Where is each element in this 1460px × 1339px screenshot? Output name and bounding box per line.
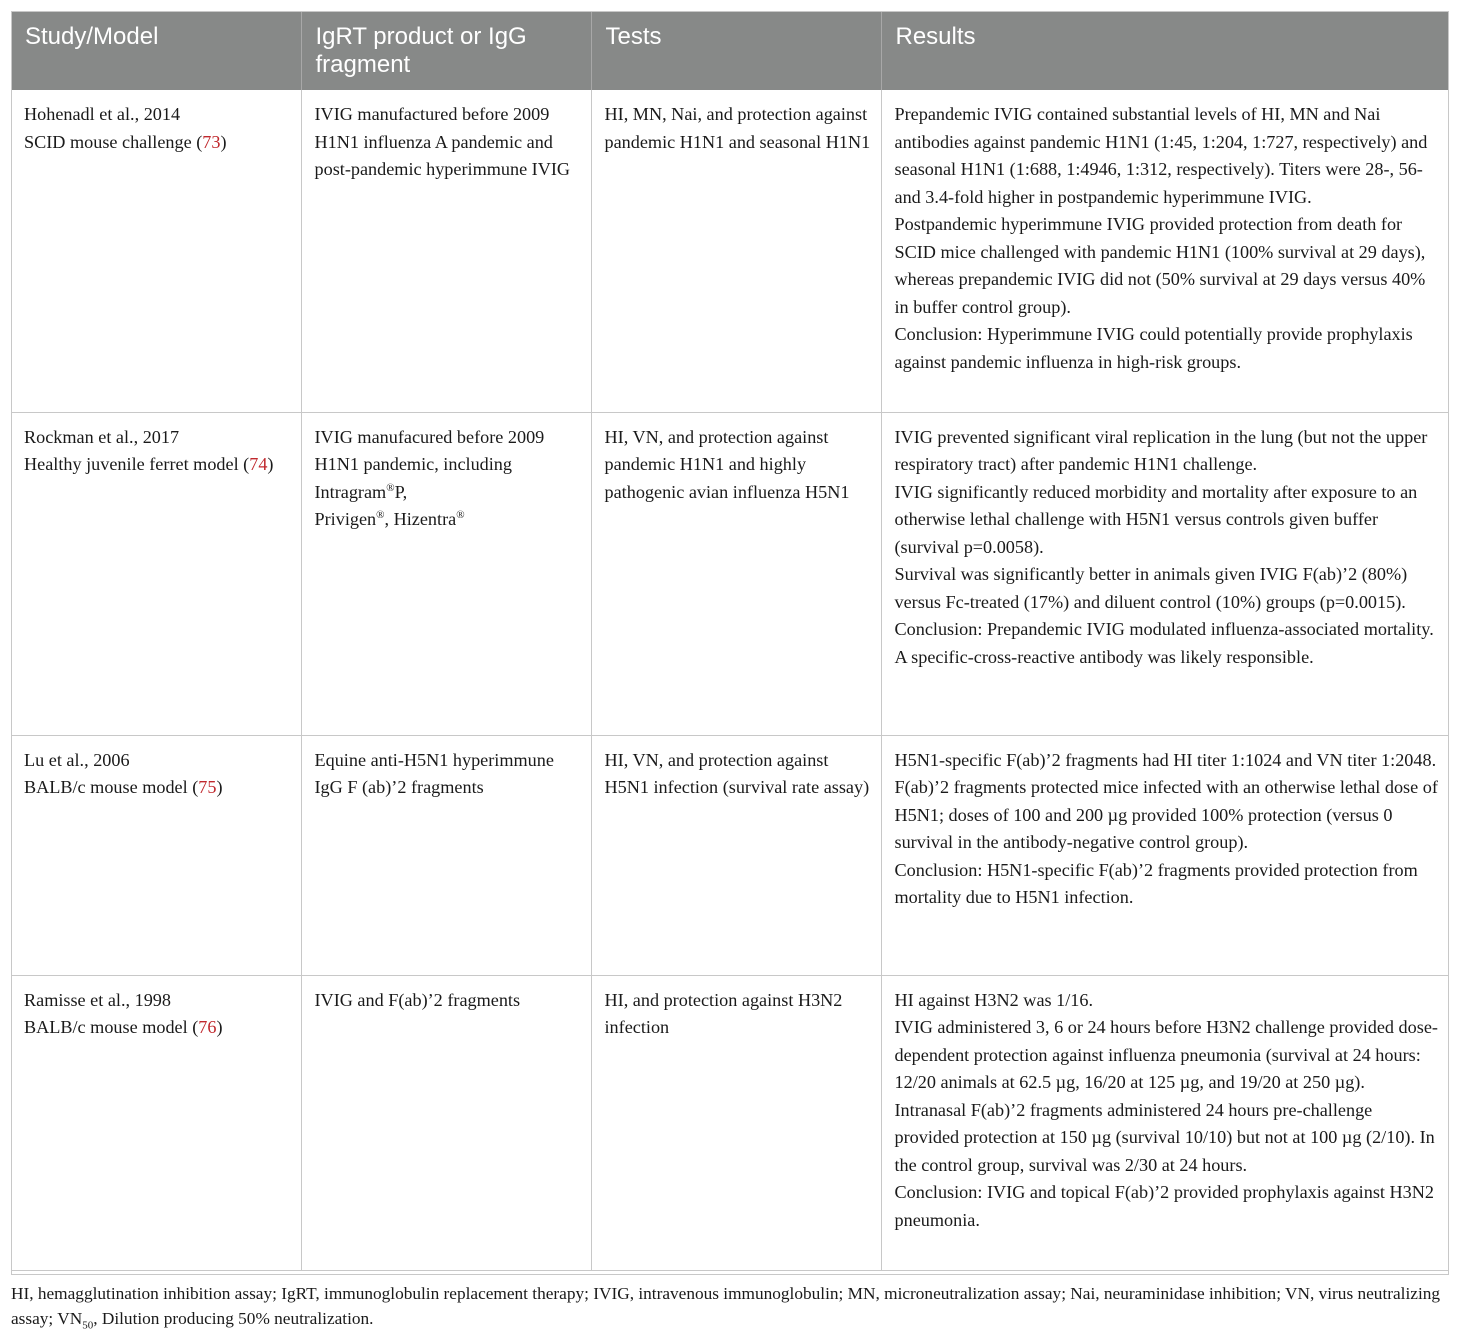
product-cell: IVIG manufacured before 2009 H1N1 pandemic, including Intragram®P, Privigen®, Hizentra® xyxy=(301,412,591,735)
table-row xyxy=(11,975,1449,1270)
table-footnote: HI, hemagglutination inhibition assay; IgRT, immunoglobulin replacement therapy; IVIG, intravenous immunoglobulin; MN, microneutralization assay; Nai, neuraminidase inhibition; VN, virus neutralizing assay; $VN_{50}$, Dilution producing 50% neutralization. xyxy=(11,1284,1441,1332)
header-tests: Tests xyxy=(591,11,881,90)
table-row xyxy=(11,90,1449,412)
result-conclusion: Conclusion: Hyperimmune IVIG could potentially provide prophylaxis against pandemic influenza in high-risk groups. xyxy=(894,324,1413,372)
result-paragraph: IVIG prevented significant viral replication in the lung (but not the upper respiratory tract) after pandemic H1N1 challenge. xyxy=(894,426,1428,474)
study-model: Healthy juvenile ferret model (74) xyxy=(24,454,274,474)
study-cell xyxy=(11,412,301,735)
reference-link[interactable]: 74 xyxy=(249,454,268,474)
reference-link[interactable]: 73 xyxy=(202,131,221,152)
header-results: Results xyxy=(881,11,1449,90)
result-conclusion: Conclusion: Prepandemic IVIG modulated influenza-associated mortality. A specific-cross-reactive antibody was likely responsible. xyxy=(894,619,1434,667)
tests-cell: HI, and protection against H3N2 infection xyxy=(591,975,881,1270)
study-name: Lu et al., 2006 xyxy=(24,749,130,770)
study-table xyxy=(11,11,1449,1271)
result-conclusion: Conclusion: IVIG and topical F(ab)’2 provided prophylaxis against H3N2 pneumonia. xyxy=(894,1182,1434,1230)
result-paragraph: H5N1-specific F(ab)’2 fragments had HI titer 1:1024 and VN titer 1:2048. xyxy=(894,749,1437,770)
product-cell: Equine anti-H5N1 hyperimmune IgG F (ab)’2 fragments xyxy=(301,735,591,975)
tests-cell: HI, MN, Nai, and protection against pandemic H1N1 and seasonal H1N1 xyxy=(591,90,881,412)
product-cell: IVIG and F(ab)’2 fragments xyxy=(301,975,591,1270)
study-cell xyxy=(11,90,301,412)
study-name: Rockman et al., 2017 xyxy=(24,426,180,447)
reference-link[interactable]: 75 xyxy=(198,777,217,797)
results-cell xyxy=(881,412,1449,735)
product-cell: IVIG manufactured before 2009 H1N1 influenza A pandemic and post-pandemic hyperimmune IVIG xyxy=(301,90,591,412)
result-paragraph: Survival was significantly better in animals given IVIG F(ab)’2 (80%) versus Fc-treated (17%) and diluent control (10%) groups (p=0.0015). xyxy=(894,564,1408,612)
study-name: Ramisse et al., 1998 xyxy=(24,989,171,1010)
study-table-container xyxy=(11,11,1449,1271)
result-paragraph: HI against H3N2 was 1/16. xyxy=(894,989,1094,1010)
study-model: SCID mouse challenge (73) xyxy=(24,131,227,152)
study-name: Hohenadl et al., 2014 xyxy=(24,104,181,124)
study-model: BALB/c mouse model (76) xyxy=(24,1017,223,1037)
study-model: BALB/c mouse model (75) xyxy=(24,777,223,797)
result-paragraph: Prepandemic IVIG contained substantial levels of HI, MN and Nai antibodies against pandemic H1N1 (1:45, 1:204, 1:727, respectively) and seasonal H1N1 (1:688, 1:4946, 1:312, respectively). Titers were 28-, 56- and 3.4-fold higher in postpandemic hyperimmune IVIG. xyxy=(894,104,1428,207)
table-header-row xyxy=(11,11,1449,90)
result-paragraph: IVIG administered 3, 6 or 24 hours before H3N2 challenge provided dose-dependent protection against influenza pneumonia (survival at 24 hours: 12/20 animals at 62.5 µg, 16/20 at 125 µg, and 19/20 at 250 µg). Intranasal F(ab)’2 fragments administered 24 hours pre-challenge provided protection at 150 µg (survival 10/10) but not at 100 µg (2/10). In the control group, survival was 2/30 at 24 hours. xyxy=(894,1017,1438,1175)
result-paragraph: Postpandemic hyperimmune IVIG provided protection from death for SCID mice challenged with pandemic H1N1 (100% survival at 29 days), whereas prepandemic IVIG did not (50% survival at 29 days versus 40% in buffer control group). xyxy=(894,214,1426,317)
header-study-model: Study/Model xyxy=(11,11,301,90)
results-cell xyxy=(881,735,1449,975)
results-cell xyxy=(881,90,1449,412)
result-paragraph: F(ab)’2 fragments protected mice infected with an otherwise lethal dose of H5N1; doses of 100 and 200 µg provided 100% protection (versus 0 survival in the antibody-negative control group). xyxy=(894,777,1438,852)
header-product: IgRT product or IgG fragment xyxy=(301,11,591,90)
tests-cell: HI, VN, and protection against pandemic H1N1 and highly pathogenic avian influenza H5N1 xyxy=(591,412,881,735)
study-cell xyxy=(11,975,301,1270)
tests-cell: HI, VN, and protection against H5N1 infection (survival rate assay) xyxy=(591,735,881,975)
table-row xyxy=(11,735,1449,975)
result-conclusion: Conclusion: H5N1-specific F(ab)’2 fragments provided protection from mortality due to H5N1 infection. xyxy=(894,859,1418,907)
reference-link[interactable]: 76 xyxy=(198,1017,217,1037)
results-cell xyxy=(881,975,1449,1270)
table-row xyxy=(11,412,1449,735)
study-cell xyxy=(11,735,301,975)
result-paragraph: IVIG significantly reduced morbidity and mortality after exposure to an otherwise lethal challenge with H5N1 versus controls given buffer (survival p=0.0058). xyxy=(894,481,1418,557)
